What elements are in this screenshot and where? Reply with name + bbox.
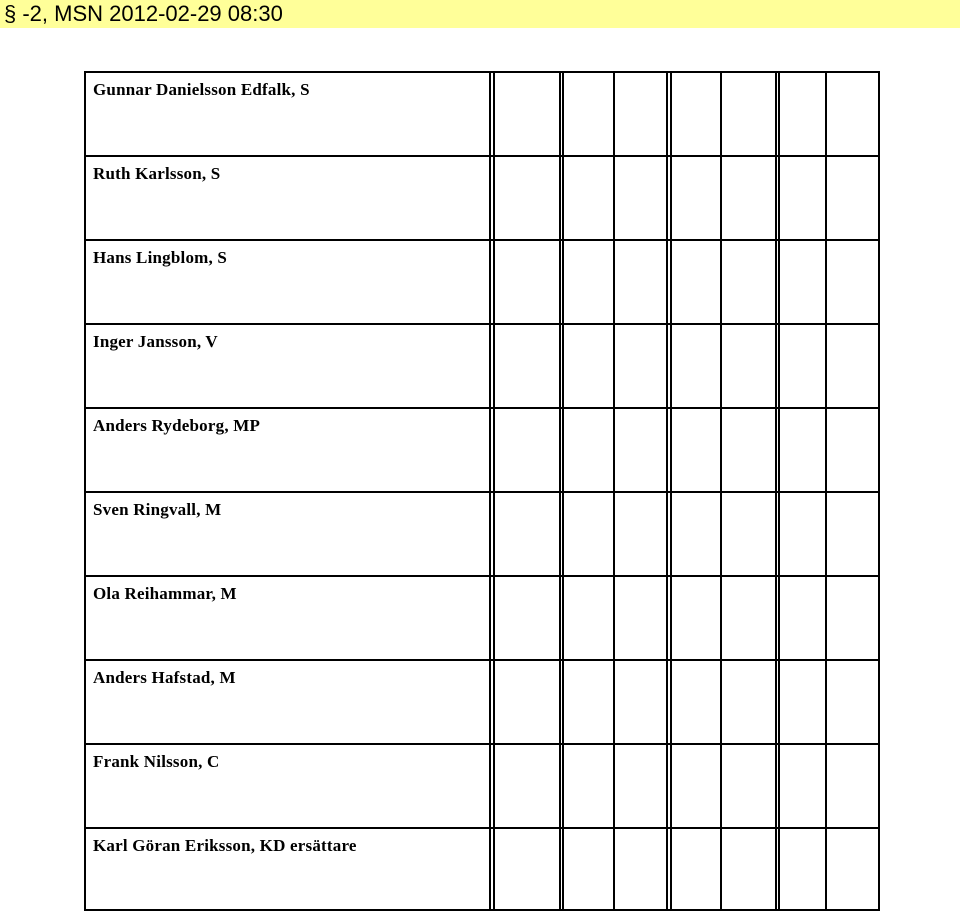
member-name: Karl Göran Eriksson, KD ersättare [93,836,357,855]
table-row [86,157,878,241]
member-name: Inger Jansson, V [93,332,218,351]
table-row [86,829,878,913]
voting-roster-table [84,71,880,911]
page-title: § -2, MSN 2012-02-29 08:30 [4,1,283,26]
table-row [86,73,878,157]
member-name: Ola Reihammar, M [93,584,237,603]
table-row [86,325,878,409]
member-name: Ruth Karlsson, S [93,164,221,183]
table-row [86,745,878,829]
member-name: Frank Nilsson, C [93,752,220,771]
header-bar [0,0,960,28]
member-name: Anders Hafstad, M [93,668,236,687]
table-row [86,661,878,745]
table-row [86,241,878,325]
member-name: Gunnar Danielsson Edfalk, S [93,80,310,99]
member-name: Anders Rydeborg, MP [93,416,261,435]
member-name: Hans Lingblom, S [93,248,228,267]
table-row [86,577,878,661]
table-row [86,409,878,493]
member-name: Sven Ringvall, M [93,500,222,519]
table-row [86,493,878,577]
